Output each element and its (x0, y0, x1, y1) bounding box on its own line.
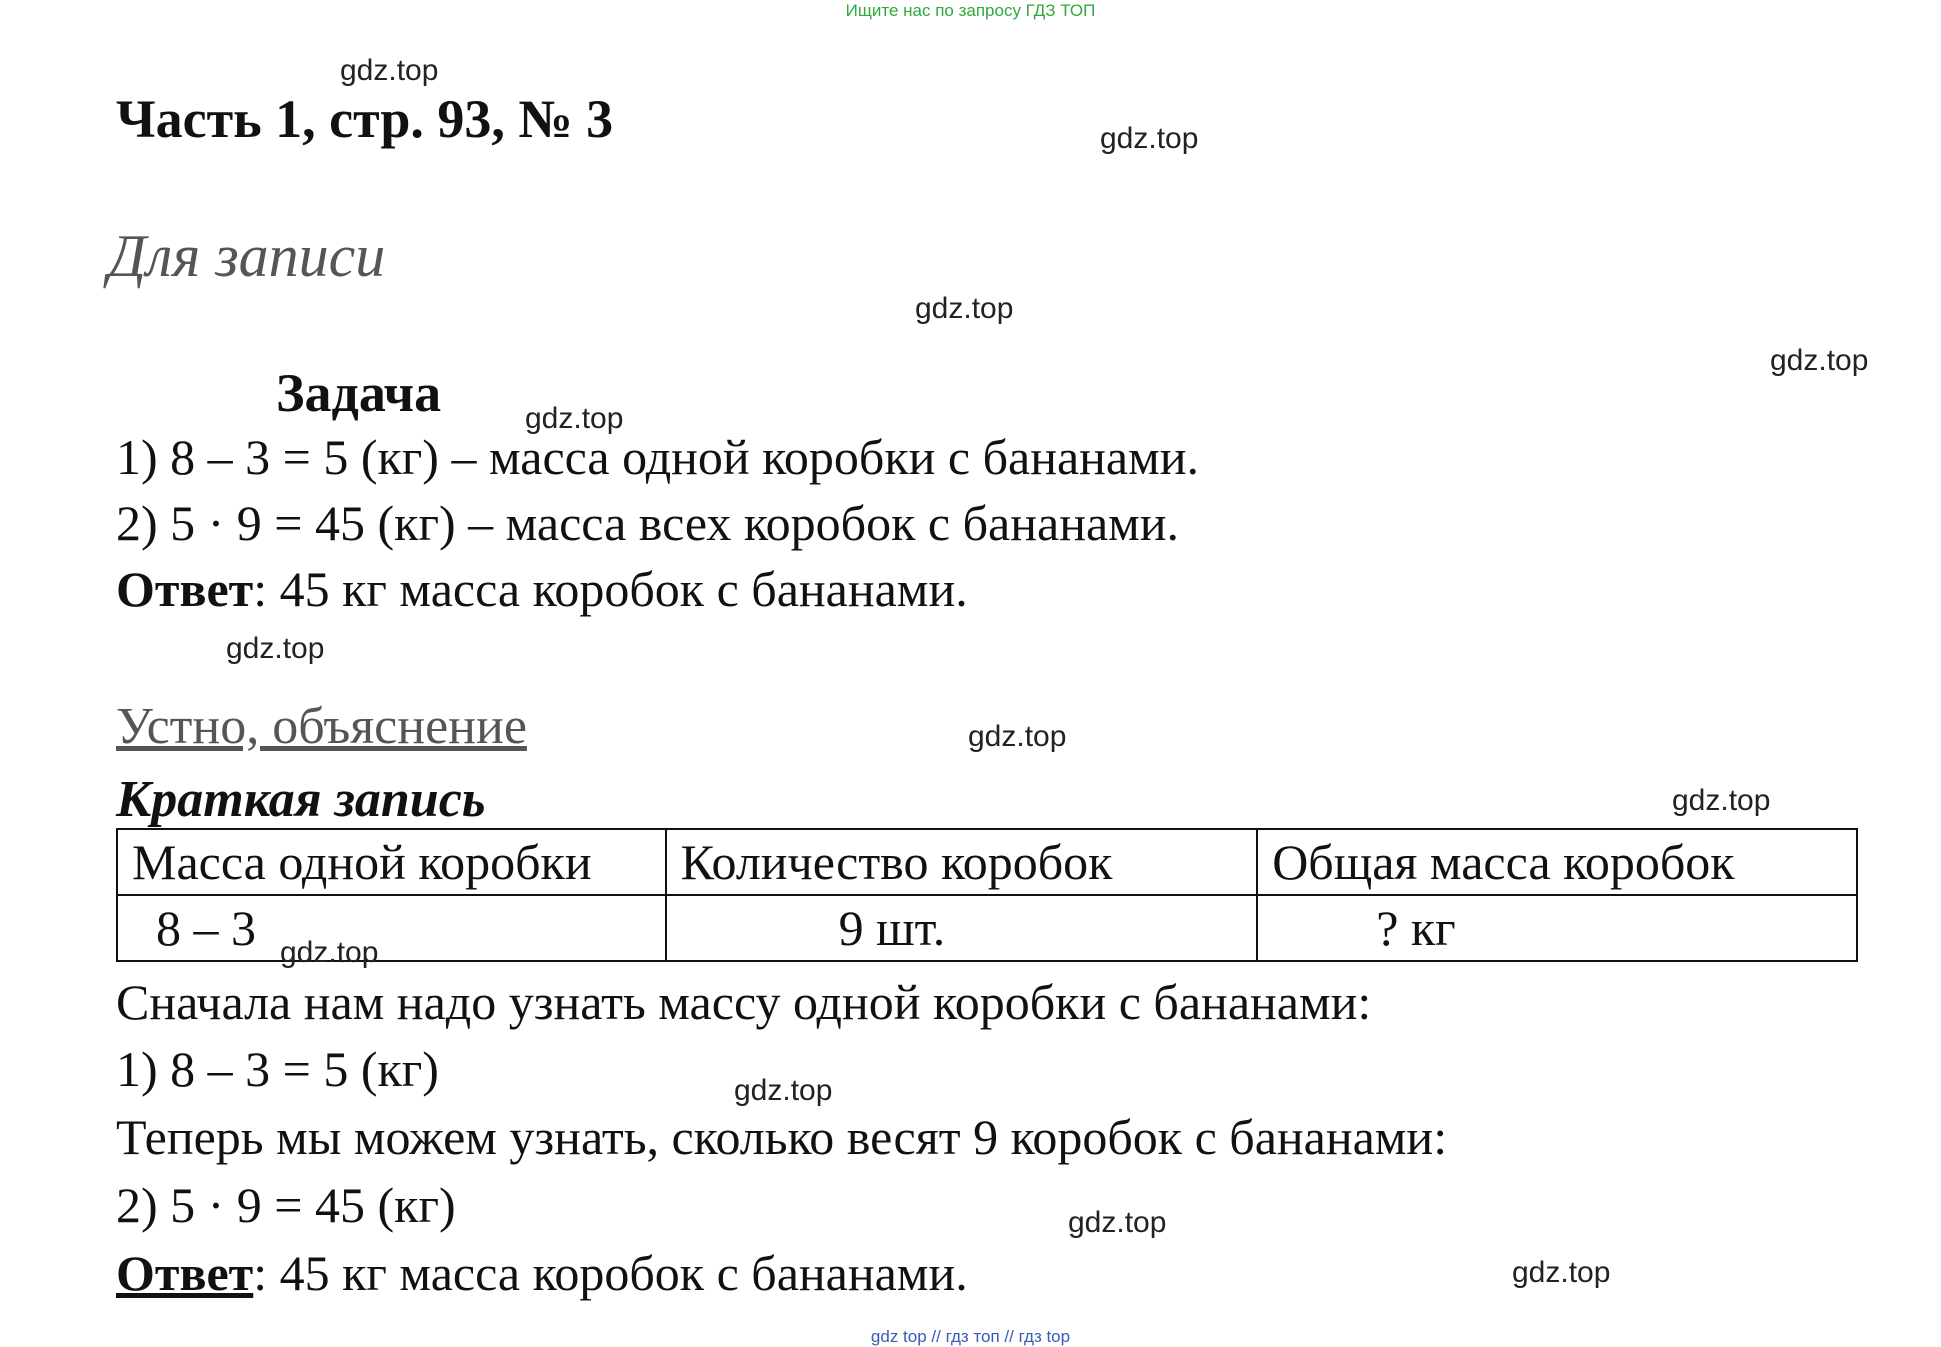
explanation-answer (116, 1244, 968, 1302)
watermark: gdz.top (226, 632, 325, 665)
top-banner: Ищите нас по запросу ГДЗ ТОП (845, 1, 1096, 20)
answer-text: : 45 кг масса коробок с бананами. (253, 1245, 968, 1301)
answer-label: Ответ (116, 561, 254, 617)
record-heading: Для записи (108, 223, 386, 289)
table-cell: 8 – 3 (117, 895, 666, 961)
watermark: gdz.top (340, 54, 439, 87)
explanation-line-2: Теперь мы можем узнать, сколько весят 9 коробок с бананами: (116, 1109, 1448, 1165)
task-heading: Задача (276, 363, 442, 423)
watermark: gdz.top (1770, 344, 1869, 377)
short-record-heading: Краткая запись (116, 771, 486, 828)
watermark: gdz.top (915, 292, 1014, 325)
table-header-row (117, 829, 1857, 895)
watermark: gdz.top (1512, 1256, 1611, 1289)
table-cell: 9 шт. (666, 895, 1258, 961)
explanation-step-1: 1) 8 – 3 = 5 (кг) (116, 1041, 439, 1097)
watermark: gdz.top (968, 720, 1067, 753)
oral-heading: Устно, объяснение (116, 698, 527, 755)
watermark: gdz.top (1068, 1206, 1167, 1239)
answer-label: Ответ (116, 1245, 254, 1301)
watermark: gdz.top (1672, 784, 1771, 817)
task-line-2: 2) 5 · 9 = 45 (кг) – масса всех коробок с бананами. (116, 495, 1180, 551)
footer-links: gdz top // гдз топ // гдз top (870, 1327, 1071, 1346)
task-answer (116, 560, 968, 618)
table-cell: ? кг (1257, 895, 1857, 961)
task-line-1: 1) 8 – 3 = 5 (кг) – масса одной коробки с бананами. (116, 429, 1200, 485)
watermark: gdz.top (1100, 122, 1199, 155)
explanation-step-2: 2) 5 · 9 = 45 (кг) (116, 1177, 456, 1233)
table-header-cell: Количество коробок (666, 829, 1258, 895)
answer-text: : 45 кг масса коробок с бананами. (253, 561, 968, 617)
explanation-line-1: Сначала нам надо узнать массу одной коробки с бананами: (116, 974, 1372, 1030)
table-header-cell: Общая масса коробок (1257, 829, 1857, 895)
table-header-cell: Масса одной коробки (117, 829, 666, 895)
watermark: gdz.top (734, 1074, 833, 1107)
page-title: Часть 1, стр. 93, № 3 (116, 89, 614, 149)
watermark: gdz.top (525, 402, 624, 435)
watermark: gdz.top (280, 936, 379, 969)
